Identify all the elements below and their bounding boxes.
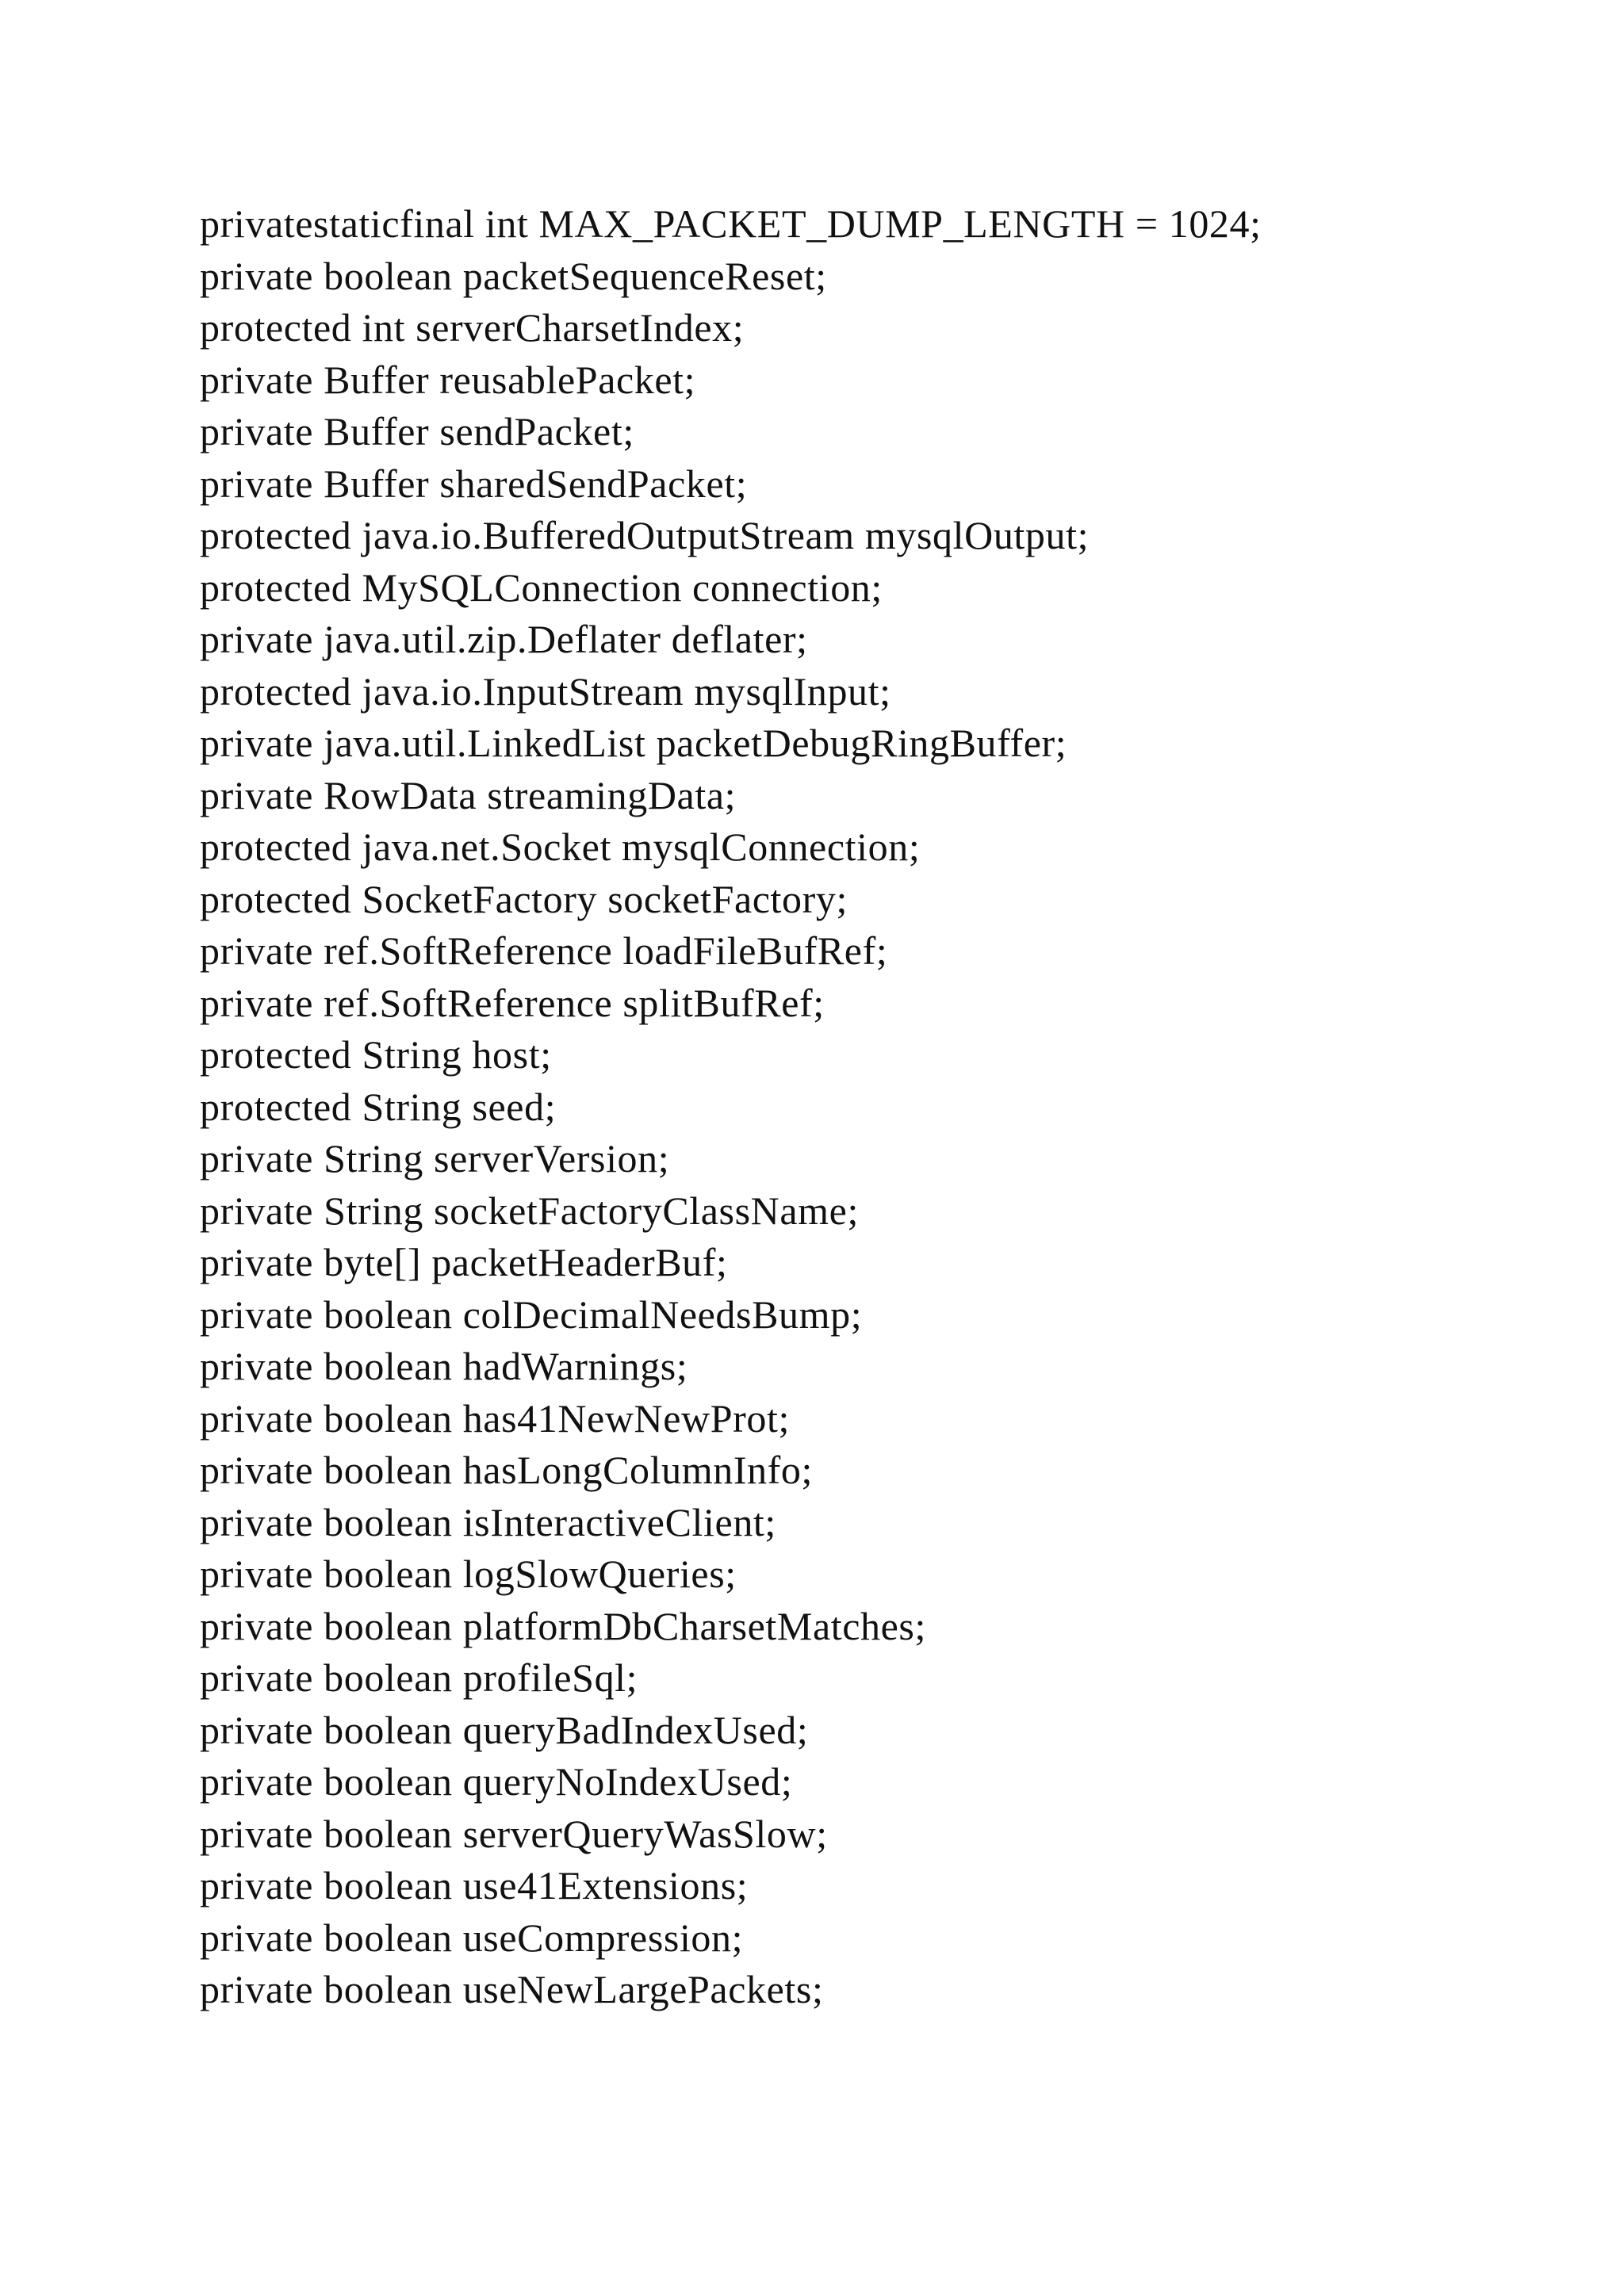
code-line: private boolean logSlowQueries; [200, 1552, 737, 1596]
code-line: private String socketFactoryClassName; [200, 1188, 859, 1233]
code-line: private boolean useCompression; [200, 1915, 744, 1960]
code-line: private ref.SoftReference loadFileBufRef; [200, 928, 888, 973]
code-line: protected MySQLConnection connection; [200, 564, 883, 610]
code-line: private java.util.LinkedList packetDebugRingBuffer; [200, 721, 1067, 765]
code-line: private boolean queryBadIndexUsed; [200, 1707, 809, 1752]
code-line: private Buffer sharedSendPacket; [200, 461, 748, 506]
code-block [200, 198, 1437, 2016]
code-line: protected int serverCharsetIndex; [200, 305, 745, 350]
code-line: private RowData streamingData; [200, 772, 737, 817]
code-line: private boolean queryNoIndexUsed; [200, 1759, 793, 1804]
code-line: privatestaticfinal int MAX_PACKET_DUMP_LENGTH = 1024; [200, 201, 1262, 246]
code-line: private boolean useNewLargePackets; [200, 1967, 824, 2011]
code-line: private Buffer sendPacket; [200, 409, 634, 453]
code-line: private boolean platformDbCharsetMatches; [200, 1603, 926, 1648]
code-line: protected String host; [200, 1032, 552, 1077]
code-line: private boolean hadWarnings; [200, 1344, 688, 1388]
code-line: private ref.SoftReference splitBufRef; [200, 980, 825, 1025]
code-line: private boolean hasLongColumnInfo; [200, 1448, 814, 1492]
code-line: private boolean packetSequenceReset; [200, 253, 827, 298]
code-line: private boolean profileSql; [200, 1655, 638, 1700]
code-line: private boolean isInteractiveClient; [200, 1499, 776, 1544]
code-line: private String serverVersion; [200, 1136, 670, 1181]
code-line: protected java.io.BufferedOutputStream mysqlOutput; [200, 513, 1090, 557]
code-line: private boolean colDecimalNeedsBump; [200, 1292, 863, 1337]
code-line: private java.util.zip.Deflater deflater; [200, 617, 808, 661]
code-line: protected java.net.Socket mysqlConnection; [200, 825, 921, 869]
code-line: private boolean has41NewNewProt; [200, 1395, 791, 1441]
code-line: protected SocketFactory socketFactory; [200, 876, 848, 921]
code-line: protected java.io.InputStream mysqlInput; [200, 668, 891, 714]
code-line: private boolean use41Extensions; [200, 1863, 749, 1908]
code-line: private byte[] packetHeaderBuf; [200, 1240, 728, 1284]
code-line: protected String seed; [200, 1084, 557, 1129]
code-line: private boolean serverQueryWasSlow; [200, 1811, 828, 1856]
code-line: private Buffer reusablePacket; [200, 357, 696, 402]
